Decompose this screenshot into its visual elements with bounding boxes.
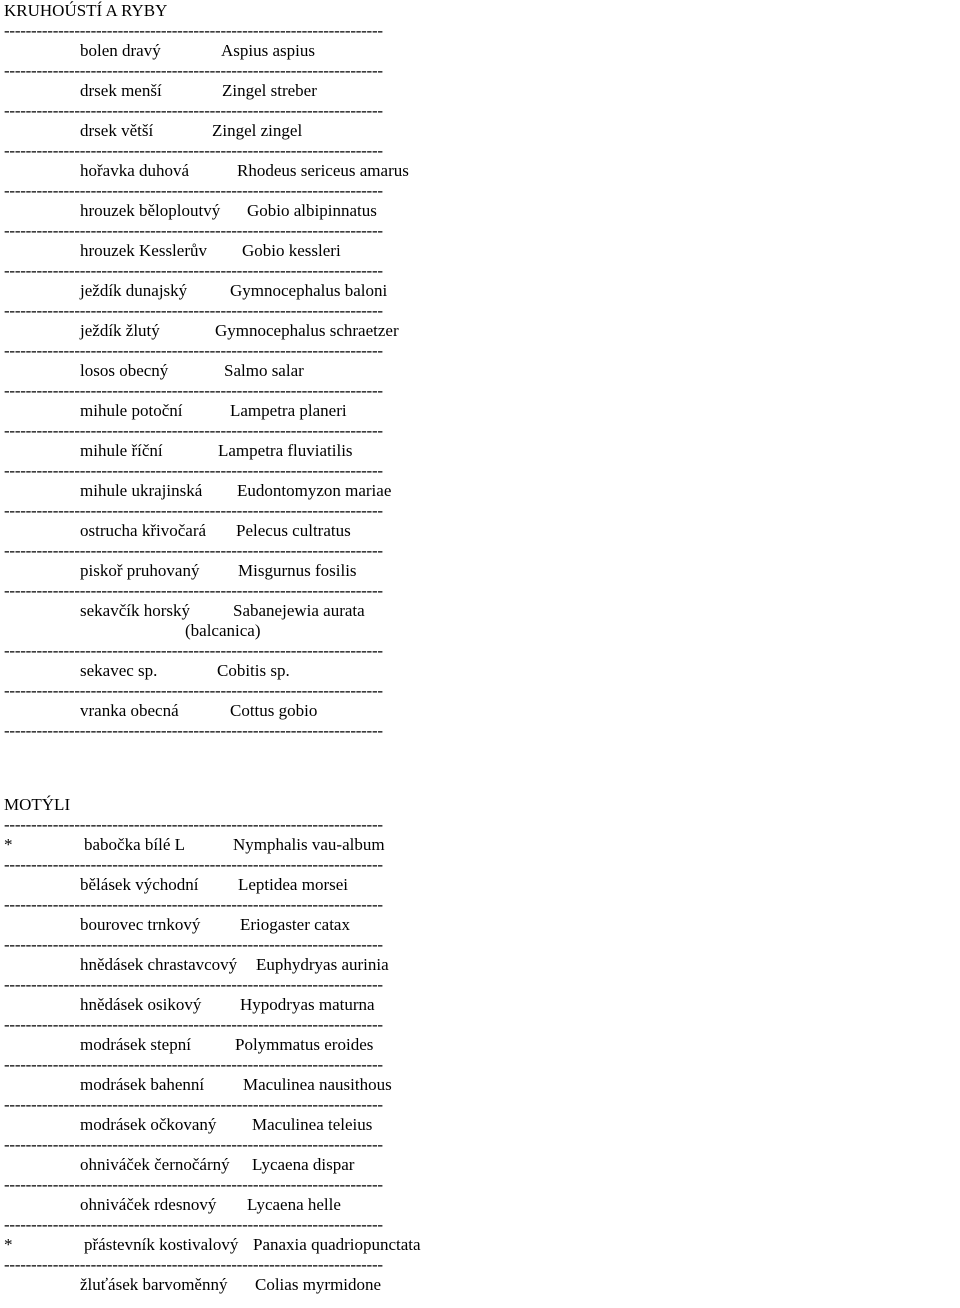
- separator-line: ----------------------------------------------------------------------: [4, 1255, 383, 1274]
- section-title: KRUHOÚSTÍ A RYBY: [4, 1, 168, 20]
- czech-name: drsek menší: [80, 81, 162, 100]
- czech-name: hrouzek Kesslerův: [80, 241, 207, 260]
- separator-line: ----------------------------------------------------------------------: [4, 261, 383, 280]
- separator-line: ----------------------------------------------------------------------: [4, 815, 383, 834]
- latin-name-continued: (balcanica): [185, 621, 261, 640]
- latin-name: Sabanejewia aurata: [233, 601, 365, 620]
- section-title: MOTÝLI: [4, 795, 71, 814]
- latin-name: Gobio albipinnatus: [247, 201, 377, 220]
- czech-name: drsek větší: [80, 121, 154, 140]
- latin-name: Polymmatus eroides: [235, 1035, 374, 1054]
- latin-name: Lycaena dispar: [252, 1155, 355, 1174]
- latin-name: Pelecus cultratus: [236, 521, 351, 540]
- separator-line: ----------------------------------------------------------------------: [4, 461, 383, 480]
- czech-name: přástevník kostivalový: [84, 1235, 239, 1254]
- czech-name: modrásek stepní: [80, 1035, 191, 1054]
- czech-name: bourovec trnkový: [80, 915, 201, 934]
- czech-name: ohniváček rdesnový: [80, 1195, 217, 1214]
- latin-name: Rhodeus sericeus amarus: [237, 161, 409, 180]
- czech-name: ostrucha křivočará: [80, 521, 207, 540]
- czech-name: žluťásek barvoměnný: [80, 1275, 228, 1294]
- separator-line: ----------------------------------------------------------------------: [4, 61, 383, 80]
- separator-line: ----------------------------------------------------------------------: [4, 221, 383, 240]
- latin-name: Colias myrmidone: [255, 1275, 382, 1294]
- czech-name: modrásek bahenní: [80, 1075, 205, 1094]
- czech-name: babočka bílé L: [84, 835, 186, 854]
- latin-name: Gymnocephalus schraetzer: [215, 321, 399, 340]
- separator-line: ----------------------------------------------------------------------: [4, 341, 383, 360]
- separator-line: ----------------------------------------------------------------------: [4, 1055, 383, 1074]
- separator-line: ----------------------------------------------------------------------: [4, 935, 383, 954]
- czech-name: hrouzek běloploutvý: [80, 201, 221, 220]
- asterisk-mark: *: [4, 1235, 13, 1254]
- latin-name: Zingel streber: [222, 81, 317, 100]
- separator-line: ----------------------------------------------------------------------: [4, 21, 383, 40]
- separator-line: ----------------------------------------------------------------------: [4, 721, 383, 740]
- latin-name: Hypodryas maturna: [240, 995, 375, 1014]
- separator-line: ----------------------------------------------------------------------: [4, 681, 383, 700]
- separator-line: ----------------------------------------------------------------------: [4, 855, 383, 874]
- latin-name: Maculinea nausithous: [243, 1075, 392, 1094]
- latin-name: Eudontomyzon mariae: [237, 481, 392, 500]
- separator-line: ----------------------------------------------------------------------: [4, 581, 383, 600]
- separator-line: ----------------------------------------------------------------------: [4, 1135, 383, 1154]
- latin-name: Eriogaster catax: [240, 915, 350, 934]
- czech-name: mihule ukrajinská: [80, 481, 203, 500]
- separator-line: ----------------------------------------------------------------------: [4, 641, 383, 660]
- separator-line: ----------------------------------------------------------------------: [4, 141, 383, 160]
- separator-line: ----------------------------------------------------------------------: [4, 101, 383, 120]
- separator-line: ----------------------------------------------------------------------: [4, 1175, 383, 1194]
- latin-name: Nymphalis vau-album: [233, 835, 385, 854]
- czech-name: vranka obecná: [80, 701, 179, 720]
- separator-line: ----------------------------------------------------------------------: [4, 895, 383, 914]
- latin-name: Lycaena helle: [247, 1195, 341, 1214]
- czech-name: losos obecný: [80, 361, 169, 380]
- latin-name: Cobitis sp.: [217, 661, 290, 680]
- separator-line: ----------------------------------------------------------------------: [4, 541, 383, 560]
- separator-line: ----------------------------------------------------------------------: [4, 1215, 383, 1234]
- latin-name: Lampetra planeri: [230, 401, 347, 420]
- czech-name: sekavčík horský: [80, 601, 191, 620]
- czech-name: ohniváček černočárný: [80, 1155, 230, 1174]
- separator-line: ----------------------------------------------------------------------: [4, 301, 383, 320]
- czech-name: modrásek očkovaný: [80, 1115, 217, 1134]
- separator-line: ----------------------------------------------------------------------: [4, 181, 383, 200]
- latin-name: Maculinea teleius: [252, 1115, 373, 1134]
- latin-name: Aspius aspius: [221, 41, 315, 60]
- latin-name: Misgurnus fosilis: [238, 561, 357, 580]
- czech-name: ježdík žlutý: [80, 321, 160, 340]
- czech-name: mihule říční: [80, 441, 163, 460]
- latin-name: Leptidea morsei: [238, 875, 348, 894]
- czech-name: mihule potoční: [80, 401, 183, 420]
- czech-name: bělásek východní: [80, 875, 199, 894]
- latin-name: Zingel zingel: [212, 121, 303, 140]
- czech-name: bolen dravý: [80, 41, 161, 60]
- latin-name: Euphydryas aurinia: [256, 955, 389, 974]
- separator-line: ----------------------------------------------------------------------: [4, 975, 383, 994]
- czech-name: hnědásek osikový: [80, 995, 202, 1014]
- separator-line: ----------------------------------------------------------------------: [4, 1095, 383, 1114]
- separator-line: ----------------------------------------------------------------------: [4, 501, 383, 520]
- latin-name: Cottus gobio: [230, 701, 318, 720]
- separator-line: ----------------------------------------------------------------------: [4, 1015, 383, 1034]
- czech-name: hnědásek chrastavcový: [80, 955, 238, 974]
- latin-name: Salmo salar: [224, 361, 304, 380]
- czech-name: ježdík dunajský: [80, 281, 188, 300]
- separator-line: ----------------------------------------------------------------------: [4, 421, 383, 440]
- czech-name: hořavka duhová: [80, 161, 190, 180]
- latin-name: Lampetra fluviatilis: [218, 441, 353, 460]
- czech-name: piskoř pruhovaný: [80, 561, 200, 580]
- czech-name: sekavec sp.: [80, 661, 158, 680]
- latin-name: Gobio kessleri: [242, 241, 341, 260]
- separator-line: ----------------------------------------------------------------------: [4, 381, 383, 400]
- latin-name: Panaxia quadriopunctata: [253, 1235, 421, 1254]
- latin-name: Gymnocephalus baloni: [230, 281, 388, 300]
- asterisk-mark: *: [4, 835, 13, 854]
